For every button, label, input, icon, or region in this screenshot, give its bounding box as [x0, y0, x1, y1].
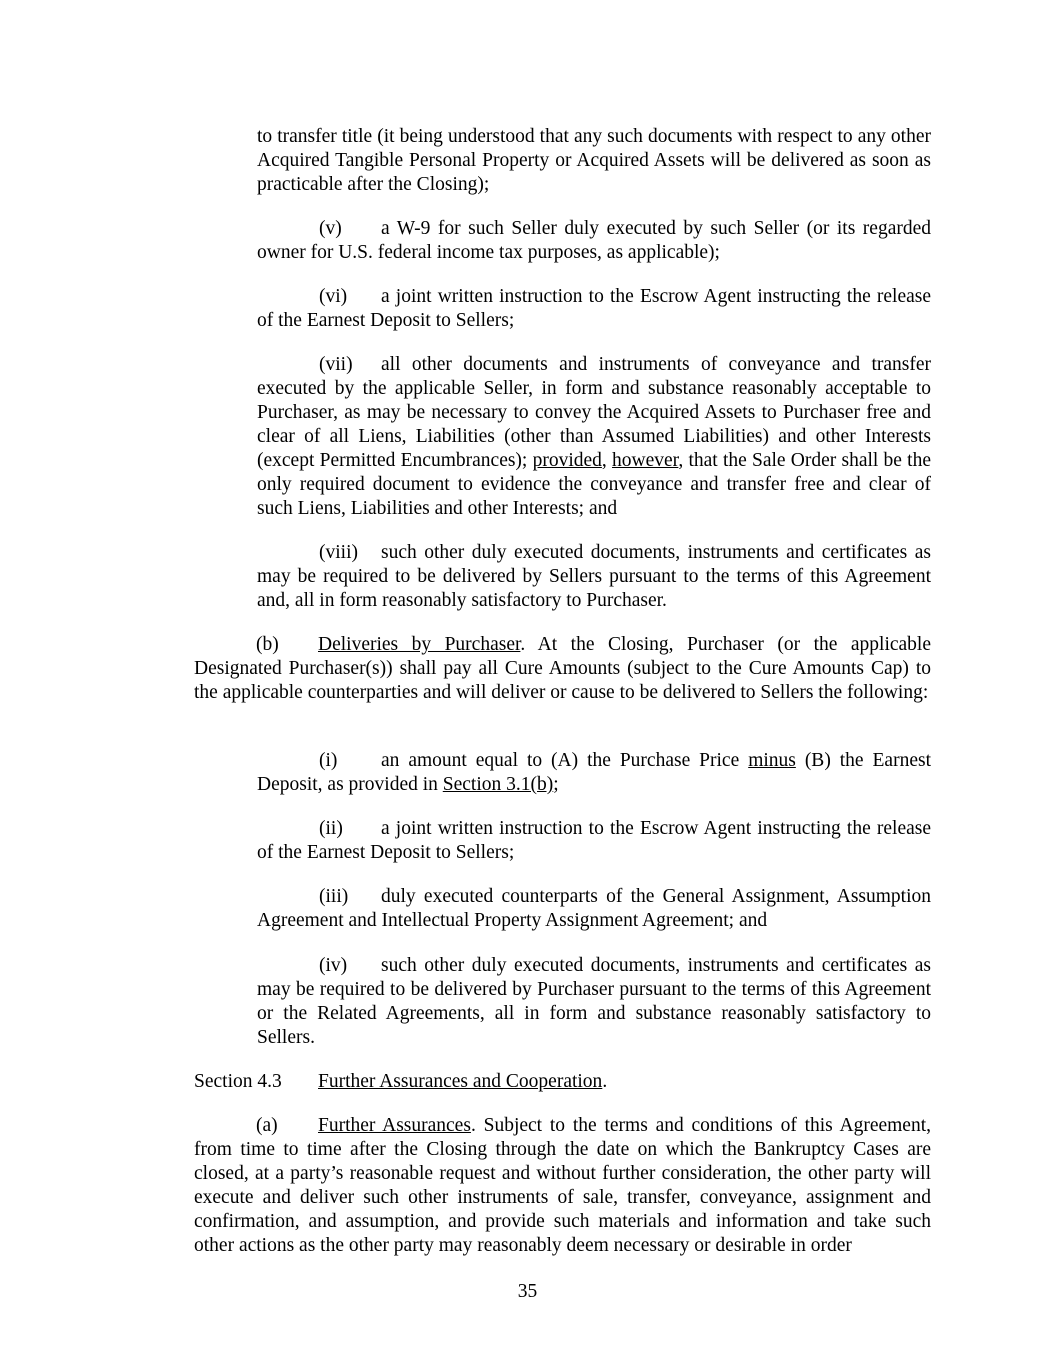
purchaser-item-ii: [257, 817, 931, 865]
further-assurances-paragraph: [194, 1114, 931, 1258]
section-heading: [194, 1070, 931, 1094]
seller-item-v: [257, 217, 931, 265]
item-text: all other documents and instruments of conveyance and transfer executed by the applicable Seller, in form and substance reasonably acceptable to Purchaser, as may be necessary to convey the Acquired Assets to Purchaser free and clear of all Liens, Liabilities (other than Assumed Liabilities) and other Interests (except Permitted Encumbrances);: [257, 354, 931, 471]
paragraph-heading: Further Assurances: [318, 1115, 471, 1136]
item-label: (iii): [319, 886, 349, 907]
item-text: such other duly executed documents, instruments and certificates as may be required to be delivered by Sellers pursuant to the terms of this Agreement and, all in form reasonably satisfactory to Purchaser.: [257, 542, 931, 611]
paragraph-text: . Subject to the terms and conditions of this Agreement, from time to time after the Closing through the date on which the Bankruptcy Cases are closed, at a party’s reasonable request and without further consideration, the other party will execute and deliver such other instruments of sale, transfer, conveyance, assignment and confirmation, and assumption, and provide such materials and information and take such other actions as the other party may reasonably deem necessary or desirable in order: [194, 1115, 931, 1256]
seller-item-viii: [257, 541, 931, 613]
minus-term: minus: [748, 750, 796, 771]
seller-item-vi: [257, 285, 931, 333]
seller-item-vii: [257, 353, 931, 521]
purchaser-item-iii: [257, 885, 931, 933]
item-label: (v): [319, 218, 342, 239]
purchaser-item-i: [257, 749, 931, 797]
item-label: (i): [319, 750, 338, 771]
item-text: (B) the Earnest Deposit, as provided in: [257, 750, 931, 795]
item-label: (iv): [319, 955, 348, 976]
item-text: , that the Sale Order shall be the only required document to evidence the conveyance and transfer free and clear of such Liens, Liabilities and other Interests; and: [257, 450, 932, 519]
item-text: duly executed counterparts of the General Assignment, Assumption Agreement and Intellectual Property Assignment Agreement; and: [257, 886, 931, 931]
section-number: Section 4.3: [194, 1071, 282, 1092]
item-text: a joint written instruction to the Escrow Agent instructing the release of the Earnest Deposit to Sellers;: [257, 818, 931, 863]
purchaser-deliveries-paragraph: [194, 633, 931, 705]
however-term: however: [612, 450, 679, 471]
item-text: ;: [553, 774, 559, 795]
item-label: (vi): [319, 286, 348, 307]
paragraph-heading: Deliveries by Purchaser: [318, 634, 521, 655]
section-reference: Section 3.1(b): [442, 774, 554, 795]
continuation-paragraph: to transfer title (it being understood that any such documents with respect to any other Acquired Tangible Personal Property or Acquired Assets will be delivered as soon as practicable after the Closing);: [257, 126, 931, 195]
page-number: 35: [517, 1281, 538, 1302]
purchaser-item-iv: [257, 954, 931, 1050]
section-title: Further Assurances and Cooperation: [318, 1071, 603, 1092]
item-text: an amount equal to (A) the Purchase Price: [381, 750, 749, 771]
item-label: (ii): [319, 818, 343, 839]
item-text-separator: ,: [601, 450, 613, 471]
item-label: (viii): [319, 542, 358, 563]
paragraph-label: (a): [256, 1115, 278, 1136]
item-text: such other duly executed documents, instruments and certificates as may be required to be delivered by Purchaser pursuant to the terms of this Agreement or the Related Agreements, all in form and substance reasonably satisfactory to Sellers.: [257, 955, 931, 1048]
paragraph-text: . At the Closing, Purchaser (or the applicable Designated Purchaser(s)) shall pay all Cure Amounts (subject to the Cure Amounts Cap) to the applicable counterparties and will deliver or cause to be delivered to Sellers the following:: [194, 634, 931, 703]
item-text: a W-9 for such Seller duly executed by such Seller (or its regarded owner for U.S. federal income tax purposes, as applicable);: [257, 218, 931, 263]
section-title-end: .: [602, 1071, 608, 1092]
paragraph-label: (b): [256, 634, 279, 655]
item-label: (vii): [319, 354, 353, 375]
item-text: a joint written instruction to the Escrow Agent instructing the release of the Earnest Deposit to Sellers;: [257, 286, 931, 331]
provided-term: provided: [532, 450, 602, 471]
